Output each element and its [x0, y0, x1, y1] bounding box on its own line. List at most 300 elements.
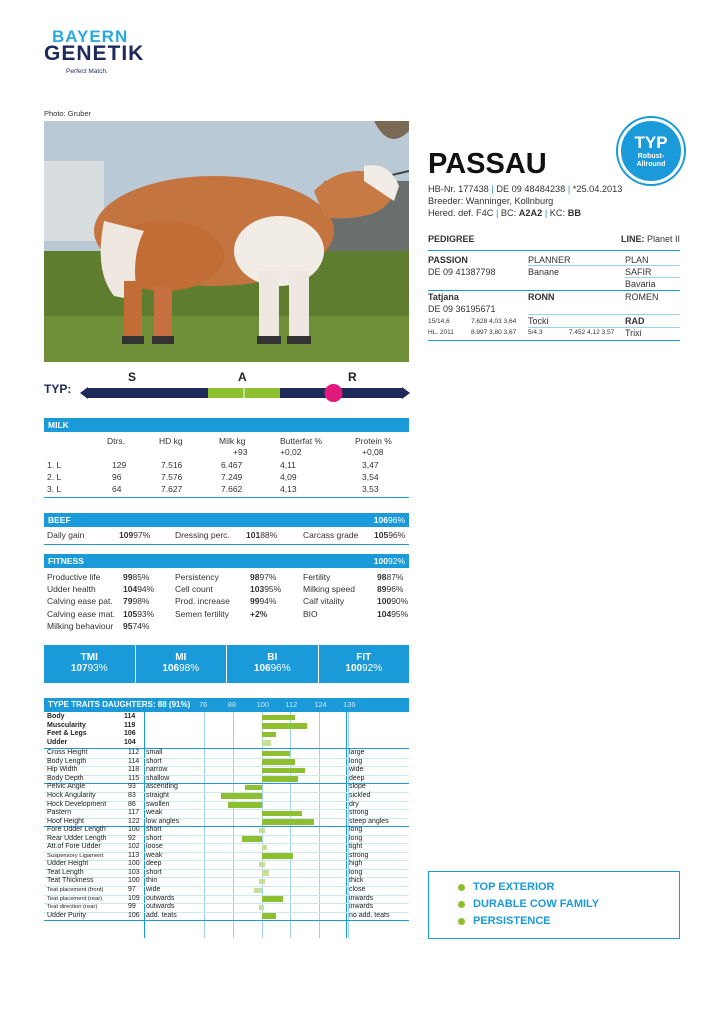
trait-low: loose: [146, 843, 163, 851]
fitness-grid: [44, 572, 409, 634]
index-bi: [227, 645, 319, 683]
dd-perf2: 7.452 4,12 3,57: [569, 329, 615, 336]
index-label: MI: [175, 652, 187, 663]
fitness-value: [250, 596, 276, 606]
trait-high: no add. teats: [349, 911, 390, 919]
trait-name: Hock Angularity: [47, 791, 96, 799]
fitness-label: Calving ease mat.: [47, 608, 116, 619]
index-mi: [136, 645, 228, 683]
highlight-item: PERSISTENCE: [473, 913, 679, 930]
fitness-label: Calf vitality: [303, 596, 345, 607]
trait-high: long: [349, 826, 363, 834]
badge-sub1: Robust-: [637, 153, 665, 160]
trait-bar: [259, 828, 265, 834]
trait-value: 109: [128, 894, 140, 902]
scale-tick: 88: [227, 700, 237, 709]
dam-perf1b: 7.628 4,03 3,64: [471, 318, 517, 325]
fitness-val: 89: [377, 584, 387, 595]
grid-line: [204, 712, 205, 938]
trait-low: short: [146, 868, 162, 876]
badge-title: TYP: [634, 133, 668, 152]
fitness-val: 99: [123, 572, 133, 582]
trait-value: 113: [128, 851, 140, 859]
trait-low: thin: [146, 877, 158, 885]
trait-high: large: [349, 749, 365, 757]
trait-name: Muscularity: [47, 721, 86, 729]
divider: [528, 314, 680, 315]
index-value: [136, 663, 227, 674]
trait-value: 106: [128, 911, 140, 919]
beef-val: 109: [119, 530, 134, 540]
pedigree-line: [590, 234, 680, 244]
trait-high: thick: [349, 877, 364, 885]
grid-line: [290, 712, 291, 938]
dd-perf: 5/4,3: [528, 329, 543, 336]
highlight-item: TOP EXTERIOR: [473, 879, 679, 896]
trait-bar: [262, 811, 303, 817]
fitness-title: FITNESS: [48, 556, 84, 566]
grid-line: [233, 712, 234, 938]
index-fit: [319, 645, 410, 683]
trait-high: deep: [349, 774, 365, 782]
fitness-value: [377, 584, 403, 594]
divider: [528, 327, 680, 328]
milk-cell: 3,53: [362, 484, 379, 494]
trait-high: inwards: [349, 894, 374, 902]
fitness-label: Productive life: [47, 572, 101, 582]
trait-name: Cross Height: [47, 749, 88, 757]
trait-name: Udder Purity: [47, 911, 86, 919]
trait-low: straight: [146, 791, 169, 799]
trait-low: weak: [146, 809, 163, 817]
index-value: [227, 663, 318, 674]
de-number: DE 09 48484238: [496, 184, 566, 194]
trait-name: Hip Width: [47, 766, 78, 774]
milk-col-dtrs: Dtrs.: [107, 436, 125, 446]
milk-cell: 1. L: [47, 460, 62, 470]
fitness-value: [123, 584, 154, 594]
trait-low: wide: [146, 886, 161, 893]
trait-bar: [254, 888, 261, 894]
grid-line: [144, 712, 145, 938]
milk-cell: 7.576: [161, 472, 183, 482]
index-label: FIT: [356, 652, 372, 663]
milk-cell: 64: [112, 484, 122, 494]
fitness-rel: 94%: [137, 584, 155, 595]
typ-scale-s: S: [128, 370, 137, 384]
index-summary: [44, 645, 409, 683]
trait-value: 114: [124, 713, 136, 720]
ped-ss: PLANNER: [528, 255, 571, 265]
ped-ds: RONN: [528, 292, 555, 302]
trait-high: long: [349, 834, 363, 842]
trait-bar: [262, 759, 296, 765]
trait-name: Teat Length: [47, 868, 84, 876]
beef-title: BEEF: [48, 515, 71, 525]
typ-scale-label: TYP:: [44, 382, 72, 396]
grid-line: [319, 712, 320, 938]
trait-low: outwards: [146, 903, 175, 911]
trait-value: 93: [128, 783, 136, 791]
fitness-label: Calving ease pat.: [47, 596, 113, 607]
bull-ids: [428, 184, 622, 194]
trait-bar: [262, 870, 269, 876]
fitness-header: [44, 554, 409, 568]
milk-cell: 96: [112, 472, 122, 482]
fitness-rel: 85%: [132, 572, 150, 582]
trait-value: 100: [128, 860, 140, 868]
ped-dam-id: DE 09 36195671: [428, 304, 496, 314]
bc-label: BC:: [500, 208, 517, 218]
type-traits-title: TYPE TRAITS DAUGHTERS: 88 (91%): [48, 700, 191, 709]
index-rel: 96%: [270, 663, 291, 674]
trait-value: 100: [128, 826, 140, 834]
trait-low: short: [146, 826, 162, 834]
scale-tick: 124: [314, 700, 327, 709]
trait-bar: [262, 845, 267, 851]
trait-bar: [221, 793, 262, 799]
milk-cell: 3. L: [47, 484, 62, 494]
breeder: Breeder: Wanninger, Kollnburg: [428, 196, 554, 206]
typ-badge: [618, 118, 684, 184]
ped-ssd: Banane: [528, 267, 560, 277]
logo-tagline: Perfect Match.: [66, 68, 108, 75]
milk-cell: 7.662: [221, 484, 243, 494]
ped-ssds: SAFIR: [625, 267, 652, 277]
fitness-label: Persistency: [175, 572, 219, 582]
trait-bar: [259, 879, 265, 885]
fitness-rel: 98%: [132, 596, 150, 607]
trait-high: strong: [349, 851, 369, 859]
ped-dss: ROMEN: [625, 292, 659, 302]
divider: [625, 277, 680, 278]
milk-cell: 4,13: [280, 484, 297, 494]
grid-line: [346, 712, 347, 938]
trait-value: 92: [128, 834, 136, 842]
trait-value: 118: [128, 766, 140, 774]
type-traits-table: [44, 712, 409, 938]
ped-dam: Tatjana: [428, 292, 459, 302]
scale-tick: 112: [285, 700, 298, 709]
highlight-item: DURABLE COW FAMILY: [473, 896, 679, 913]
ped-ssdd: Bavaria: [625, 279, 656, 289]
trait-name: Att.of Fore Udder: [47, 843, 101, 851]
fitness-label: Cell count: [175, 584, 213, 595]
fitness-rel: 74%: [132, 620, 150, 631]
divider: [428, 340, 680, 341]
beef-label: Carcass grade: [303, 530, 359, 540]
trait-low: outwards: [146, 894, 175, 902]
hb-number: 177438: [458, 184, 489, 194]
ped-sss: PLAN: [625, 255, 649, 265]
scale-tick: 136: [343, 700, 356, 709]
index-rel: 93%: [87, 663, 108, 674]
trait-bar: [228, 802, 262, 808]
bull-name: PASSAU: [428, 148, 547, 180]
milk-col-protein: Protein %: [355, 436, 392, 446]
trait-low: short: [146, 834, 162, 842]
sep: |: [544, 208, 548, 218]
bc-value: A2A2: [518, 208, 543, 218]
fitness-rel: 95%: [264, 584, 282, 595]
fitness-rel: 96%: [386, 584, 404, 595]
trait-bar: [245, 785, 262, 791]
line-label: LINE:: [620, 234, 645, 244]
milk-cell: 4,11: [280, 460, 296, 470]
ped-sire-id: DE 09 41387798: [428, 267, 496, 277]
beef-rel: 96%: [388, 530, 406, 540]
fitness-label: Udder health: [47, 584, 96, 595]
milk-bv-milk: +93: [233, 447, 248, 457]
kc-label: KC:: [549, 208, 566, 218]
trait-bar: [262, 732, 276, 738]
trait-low: add. teats: [146, 911, 177, 919]
trait-low: short: [146, 757, 162, 765]
trait-name: Suspensory Ligament: [47, 852, 104, 859]
trait-low: swollen: [146, 800, 170, 808]
fitness-val: 103: [250, 584, 265, 595]
fitness-label: Prod. increase: [175, 596, 230, 607]
milk-col-hd: HD kg: [159, 436, 183, 446]
divider: [44, 544, 409, 545]
heredity: [428, 208, 581, 218]
trait-bar: [259, 905, 264, 911]
trait-value: 112: [128, 749, 140, 757]
index-val: 106: [162, 663, 180, 674]
fitness-rel: 93%: [137, 608, 155, 619]
divider: [44, 920, 409, 921]
milk-row: [44, 472, 409, 484]
divider: [528, 265, 680, 266]
dam-perf2: HL. 2011: [428, 329, 454, 336]
trait-value: 83: [128, 791, 136, 799]
trait-bar: [262, 819, 315, 825]
trait-name: Teat Thickness: [47, 877, 94, 885]
trait-name: Teat placement (rear): [47, 895, 103, 902]
trait-bar: [262, 740, 272, 746]
trait-name: Feet & Legs: [47, 730, 87, 738]
fitness-value: [123, 621, 149, 631]
highlights-box: [428, 871, 680, 939]
trait-bar: [262, 751, 291, 757]
trait-name: Teat direction (rear): [47, 904, 98, 911]
trait-name: Rear Udder Length: [47, 834, 107, 842]
fitness-value: [377, 596, 408, 606]
fitness-value: [123, 609, 154, 619]
fitness-label: BIO: [303, 608, 318, 619]
milk-cell: 4,09: [280, 472, 297, 482]
trait-high: inwards: [349, 903, 374, 911]
trait-name: Body Depth: [47, 774, 84, 782]
beef-header: [44, 513, 409, 527]
trait-name: Udder Height: [47, 860, 89, 868]
fitness-value: [250, 609, 267, 619]
index-rel: 92%: [362, 663, 383, 674]
fitness-val: 95: [123, 620, 133, 631]
trait-value: 86: [128, 800, 136, 808]
fitness-val: 79: [123, 596, 133, 607]
trait-value: 122: [128, 817, 140, 825]
fitness-value: [250, 584, 281, 594]
ped-sire: PASSION: [428, 255, 468, 265]
milk-cell: 3,47: [362, 460, 379, 470]
fitness-label: Semen fertility: [175, 608, 229, 619]
divider: [44, 497, 409, 498]
trait-high: long: [349, 757, 363, 765]
trait-bar: [262, 715, 296, 721]
milk-row: [44, 484, 409, 496]
badge-sub2: Allround: [636, 161, 666, 168]
logo-line1: BAYERN: [52, 27, 129, 46]
beef-label: Dressing perc.: [175, 530, 230, 540]
fitness-rel: 90%: [391, 596, 409, 607]
trait-bar: [262, 896, 284, 902]
fitness-value: 100: [373, 556, 388, 566]
trait-name: Fore Udder Length: [47, 826, 106, 834]
index-rel: 98%: [179, 663, 200, 674]
milk-cell: 7.249: [221, 472, 243, 482]
fitness-value: [377, 572, 403, 582]
fitness-value: [377, 609, 408, 619]
trait-value: 119: [124, 721, 136, 729]
beef-label: Daily gain: [47, 530, 85, 540]
milk-bv-protein: +0,08: [362, 447, 384, 457]
trait-name: Hock Development: [47, 800, 107, 808]
trait-high: long: [349, 868, 363, 876]
hered-prefix: Hered. def. F4C: [428, 208, 494, 218]
milk-cell: 7.516: [161, 460, 183, 470]
trait-low: weak: [146, 851, 163, 859]
pedigree-title: PEDIGREE: [428, 234, 475, 244]
typ-scale-a: A: [238, 370, 247, 384]
trait-name: Pelvic Angle: [47, 783, 86, 791]
index-val: 100: [345, 663, 363, 674]
hb-prefix: HB-Nr.: [428, 184, 459, 194]
fitness-label: Fertility: [303, 572, 331, 582]
fitness-rel: 97%: [259, 572, 277, 582]
trait-name: Body Length: [47, 757, 87, 765]
kc-value: BB: [567, 208, 581, 218]
beef-rel: 96%: [387, 515, 405, 525]
fitness-val: 98: [250, 572, 260, 582]
index-val: 107: [70, 663, 88, 674]
trait-high: dry: [349, 800, 359, 808]
trait-name: Teat placement (front): [47, 887, 104, 893]
typ-scale-marker: [324, 384, 342, 402]
beef-row: [44, 530, 409, 543]
ped-dds: RAD: [625, 316, 645, 326]
scale-tick: 100: [256, 700, 270, 709]
ped-dd: Tocki: [528, 316, 549, 326]
birth-date: *25.04.2013: [572, 184, 623, 194]
milk-header: MILK: [44, 418, 409, 432]
trait-bar: [262, 913, 276, 919]
trait-value: 104: [124, 738, 136, 746]
trait-high: close: [349, 886, 366, 893]
bull-photo: [44, 121, 409, 362]
trait-high: tight: [349, 843, 363, 851]
index-label: BI: [267, 652, 278, 663]
trait-high: steep angles: [349, 817, 389, 825]
trait-high: sickled: [349, 791, 371, 799]
sep: |: [567, 184, 571, 194]
photo-credit: Photo: Gruber: [44, 109, 92, 118]
trait-bar: [259, 862, 265, 868]
trait-high: wide: [349, 766, 364, 774]
trait-low: small: [146, 749, 163, 757]
fitness-val: +2%: [250, 608, 268, 619]
fitness-rel: 87%: [386, 572, 404, 582]
trait-bar: [262, 723, 308, 729]
trait-name: Hoof Height: [47, 817, 84, 825]
trait-low: low angles: [146, 817, 180, 825]
trait-value: 106: [124, 730, 136, 738]
trait-high: high: [349, 860, 363, 868]
milk-bv-fat: +0,02: [280, 447, 302, 457]
sep: |: [495, 208, 499, 218]
milk-col-fat: Butterfat %: [280, 436, 323, 446]
trait-bar: [242, 836, 261, 842]
trait-value: 102: [128, 843, 140, 851]
trait-low: ascending: [146, 783, 178, 791]
fitness-val: 98: [377, 572, 387, 582]
beef-rel: 88%: [260, 530, 278, 540]
index-value: [319, 663, 410, 674]
milk-col-milk: Milk kg: [219, 436, 246, 446]
sep: |: [491, 184, 494, 194]
trait-value: 117: [128, 809, 140, 817]
typ-scale-r: R: [348, 370, 357, 384]
trait-value: 103: [128, 868, 140, 876]
beef-value: 106: [373, 515, 388, 525]
fitness-label: Milking speed: [303, 584, 355, 595]
trait-high: slope: [349, 783, 366, 791]
fitness-val: 100: [377, 596, 392, 607]
fitness-rel: 94%: [259, 596, 277, 607]
beef-val: 101: [246, 530, 261, 540]
milk-row: [44, 460, 409, 472]
trait-value: 100: [128, 877, 140, 885]
trait-value: 99: [128, 903, 136, 911]
fitness-label: Milking behaviour: [47, 620, 114, 631]
index-value: [44, 663, 135, 674]
trait-low: deep: [146, 860, 162, 868]
type-traits-header: [44, 698, 409, 712]
fitness-value: [123, 596, 149, 606]
divider: [428, 290, 680, 291]
dam-perf2b: 8.997 3,80 3,67: [471, 329, 517, 336]
fitness-val: 104: [377, 608, 392, 619]
line-value: Planet II: [646, 234, 680, 244]
dam-perf1: 15/14,6: [428, 318, 450, 325]
trait-bar: [262, 776, 298, 782]
logo-line2: GENETIK: [44, 42, 145, 65]
beef-val: 105: [374, 530, 389, 540]
trait-value: 115: [128, 774, 140, 782]
index-tmi: [44, 645, 136, 683]
milk-table: [44, 436, 409, 496]
fitness-val: 105: [123, 608, 138, 619]
ped-ddd: Trixi: [625, 328, 642, 338]
trait-bar: [262, 853, 293, 859]
trait-bar: [262, 768, 305, 774]
milk-cell: 2. L: [47, 472, 62, 482]
trait-name: Udder: [47, 738, 68, 746]
typ-scale-bar: [80, 383, 410, 403]
trait-value: 97: [128, 886, 136, 893]
trait-name: Pastern: [47, 809, 72, 817]
fitness-val: 104: [123, 584, 138, 595]
